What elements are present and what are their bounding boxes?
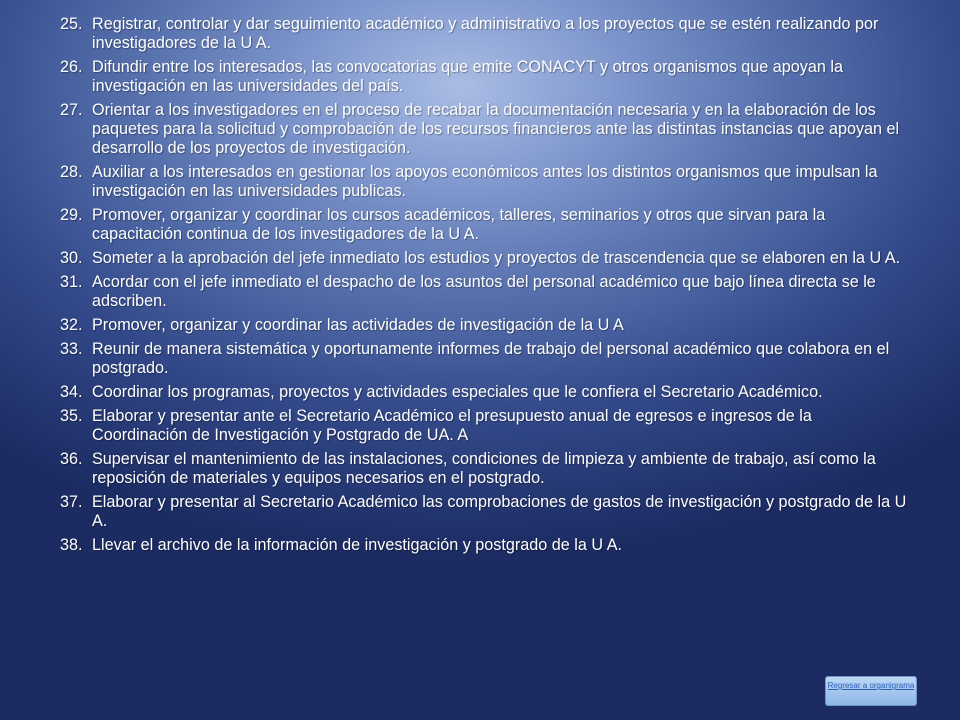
item-number: 38.: [60, 536, 83, 554]
list-item: [60, 206, 910, 244]
functions-list: [60, 15, 910, 560]
list-item: [60, 273, 910, 311]
item-text: Elaborar y presentar al Secretario Académico las comprobaciones de gastos de investigación y postgrado de la U A.: [92, 493, 907, 530]
list-item: [60, 58, 910, 96]
list-item: [60, 383, 910, 402]
item-text: Llevar el archivo de la información de investigación y postgrado de la U A.: [92, 536, 622, 554]
item-text: Promover, organizar y coordinar las actividades de investigación de la U A: [92, 316, 624, 334]
list-item: [60, 450, 910, 488]
item-number: 33.: [60, 340, 83, 358]
item-text: Auxiliar a los interesados en gestionar los apoyos económicos antes los distintos organismos que impulsan la investigación en las universidades publicas.: [92, 163, 878, 200]
item-text: Elaborar y presentar ante el Secretario Académico el presupuesto anual de egresos e ingresos de la Coordinación de Investigación y Postgrado de UA. A: [92, 407, 812, 444]
item-text: Promover, organizar y coordinar los cursos académicos, talleres, seminarios y otros que sirvan para la capacitación continua de los investigadores de la U A.: [92, 206, 826, 243]
list-item: [60, 407, 910, 445]
item-number: 30.: [60, 249, 83, 267]
item-text: Supervisar el mantenimiento de las instalaciones, condiciones de limpieza y ambiente de trabajo, así como la reposición de materiales y equipos necesarios en el postgrado.: [92, 450, 876, 487]
list-item: [60, 316, 910, 335]
item-text: Registrar, controlar y dar seguimiento académico y administrativo a los proyectos que se estén realizando por investigadores de la U A.: [92, 15, 879, 52]
item-number: 36.: [60, 450, 83, 468]
list-item: [60, 249, 910, 268]
item-text: Acordar con el jefe inmediato el despacho de los asuntos del personal académico que bajo línea directa se le adscriben.: [92, 273, 876, 310]
item-number: 26.: [60, 58, 83, 76]
list-item: [60, 536, 910, 555]
item-number: 25.: [60, 15, 83, 33]
list-item: [60, 101, 910, 158]
item-number: 32.: [60, 316, 83, 334]
item-number: 28.: [60, 163, 83, 181]
item-text: Reunir de manera sistemática y oportunamente informes de trabajo del personal académico que colabora en el postgrado.: [92, 340, 890, 377]
item-number: 34.: [60, 383, 83, 401]
item-number: 31.: [60, 273, 83, 291]
item-text: Someter a la aprobación del jefe inmediato los estudios y proyectos de trascendencia que se elaboren en la U A.: [92, 249, 901, 267]
list-item: [60, 15, 910, 53]
item-text: Orientar a los investigadores en el proceso de recabar la documentación necesaria y en la elaboración de los paquetes para la solicitud y comprobación de los recursos financieros ante las distintas instancias que apoyan el desarrollo de los proyectos de investigación.: [92, 101, 900, 157]
item-text: Coordinar los programas, proyectos y actividades especiales que le confiera el Secretario Académico.: [92, 383, 823, 401]
list-item: [60, 340, 910, 378]
item-number: 35.: [60, 407, 83, 425]
item-number: 27.: [60, 101, 83, 119]
list-item: [60, 163, 910, 201]
item-text: Difundir entre los interesados, las convocatorias que emite CONACYT y otros organismos que apoyan la investigación en las universidades del país.: [92, 58, 843, 95]
item-number: 37.: [60, 493, 83, 511]
item-number: 29.: [60, 206, 83, 224]
back-to-organigram-button[interactable]: Regresar a organigrama: [825, 676, 917, 706]
list-item: [60, 493, 910, 531]
